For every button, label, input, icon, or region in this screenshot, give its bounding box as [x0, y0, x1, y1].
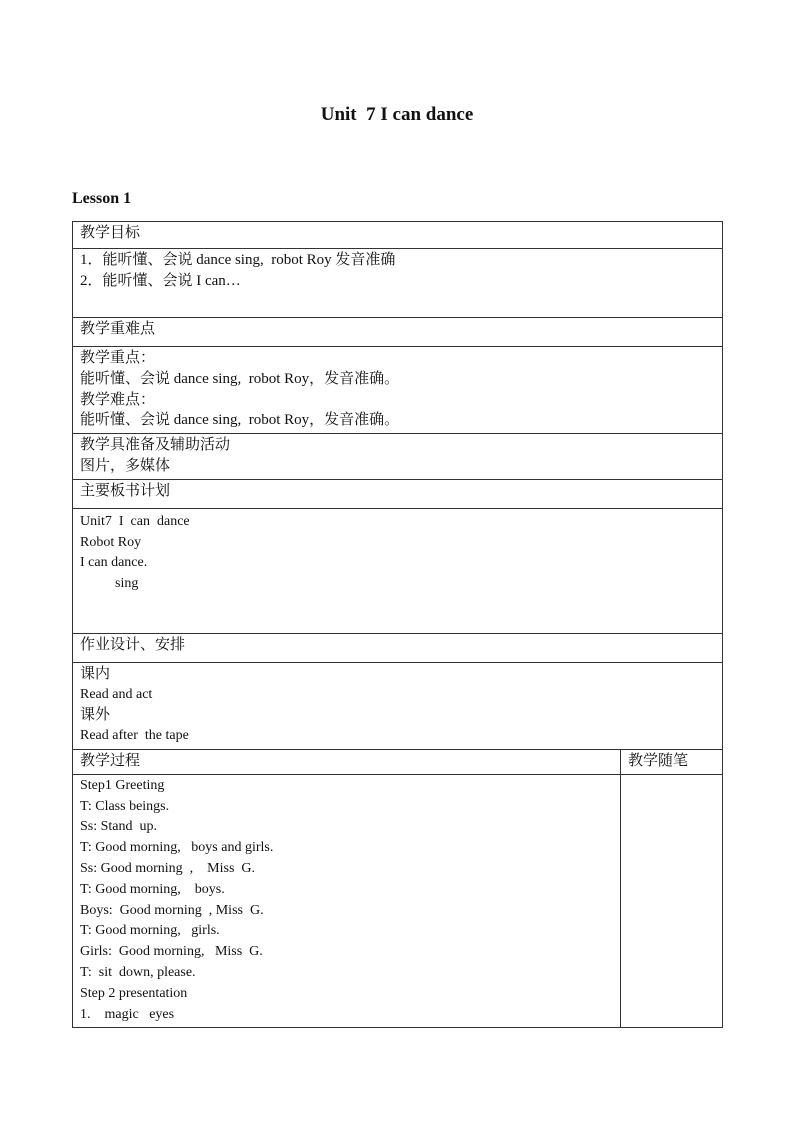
- key-points-header: 教学重难点: [73, 318, 723, 347]
- process-line-4: T: Good morning, boys and girls.: [80, 840, 274, 856]
- materials-line-1: 图片，多媒体: [80, 457, 171, 474]
- process-line-12: 1. magic eyes: [80, 1006, 175, 1022]
- objectives-content-row: [73, 249, 723, 318]
- homework-content-row: [73, 662, 723, 749]
- board-line-2: Robot Roy: [80, 534, 142, 550]
- homework-content: [73, 662, 723, 749]
- board-line-3: I can dance.: [80, 555, 148, 571]
- process-line-8: T: Good morning, girls.: [80, 923, 220, 939]
- materials-header: 教学具准备及辅助活动: [80, 437, 231, 454]
- process-line-5: Ss: Good morning , Miss G.: [80, 860, 256, 876]
- process-line-3: Ss: Stand up.: [80, 819, 158, 835]
- process-line-7: Boys: Good morning , Miss G.: [80, 902, 264, 918]
- notes-cell: [621, 774, 723, 1028]
- homework-line-4: Read after the tape: [80, 728, 189, 744]
- board-line-4: sing: [80, 576, 139, 592]
- notes-header: 教学随笔: [621, 749, 723, 774]
- process-line-9: Girls: Good morning, Miss G.: [80, 944, 263, 960]
- key-points-header-row: [73, 318, 723, 347]
- process-content: [73, 774, 621, 1028]
- homework-header-row: [73, 633, 723, 662]
- board-content: [73, 508, 723, 633]
- objective-line-1: 1．能听懂、会说 dance sing, robot Roy 发音准确: [80, 252, 396, 268]
- homework-line-3: 课外: [80, 707, 111, 724]
- key-points-content: [73, 347, 723, 434]
- board-line-1: Unit7 I can dance: [80, 513, 190, 529]
- board-content-row: [73, 508, 723, 633]
- process-line-10: T: sit down, please.: [80, 964, 196, 980]
- process-header: 教学过程: [73, 749, 621, 774]
- key-point-line-3: 教学难点：: [80, 391, 156, 408]
- board-header-row: [73, 479, 723, 508]
- key-point-line-2: 能听懂、会说 dance sing, robot Roy，发音准确。: [80, 370, 400, 387]
- materials-row: [73, 434, 723, 480]
- objectives-content: [73, 249, 723, 318]
- process-line-6: T: Good morning, boys.: [80, 881, 225, 897]
- document-title: Unit 7 I can dance: [320, 104, 474, 125]
- homework-header: 作业设计、安排: [73, 633, 723, 662]
- key-point-line-1: 教学重点：: [80, 350, 156, 366]
- process-header-row: [73, 749, 723, 774]
- materials-cell: [73, 434, 723, 480]
- homework-line-2: Read and act: [80, 686, 153, 702]
- board-header: 主要板书计划: [73, 479, 723, 508]
- process-line-2: T: Class beings.: [80, 798, 170, 814]
- lesson-plan-table: [72, 221, 723, 1028]
- process-line-1: Step1 Greeting: [80, 777, 165, 793]
- homework-line-1: 课内: [80, 665, 111, 682]
- key-points-content-row: [73, 347, 723, 434]
- objectives-header-row: [73, 222, 723, 249]
- key-point-line-4: 能听懂、会说 dance sing, robot Roy，发音准确。: [80, 412, 400, 429]
- process-line-11: Step 2 presentation: [80, 985, 188, 1001]
- objective-line-2: 2．能听懂、会说 I can…: [80, 272, 241, 289]
- objectives-header: 教学目标: [73, 222, 723, 249]
- lesson-heading: Lesson 1: [72, 190, 132, 207]
- process-content-row: [73, 774, 723, 1028]
